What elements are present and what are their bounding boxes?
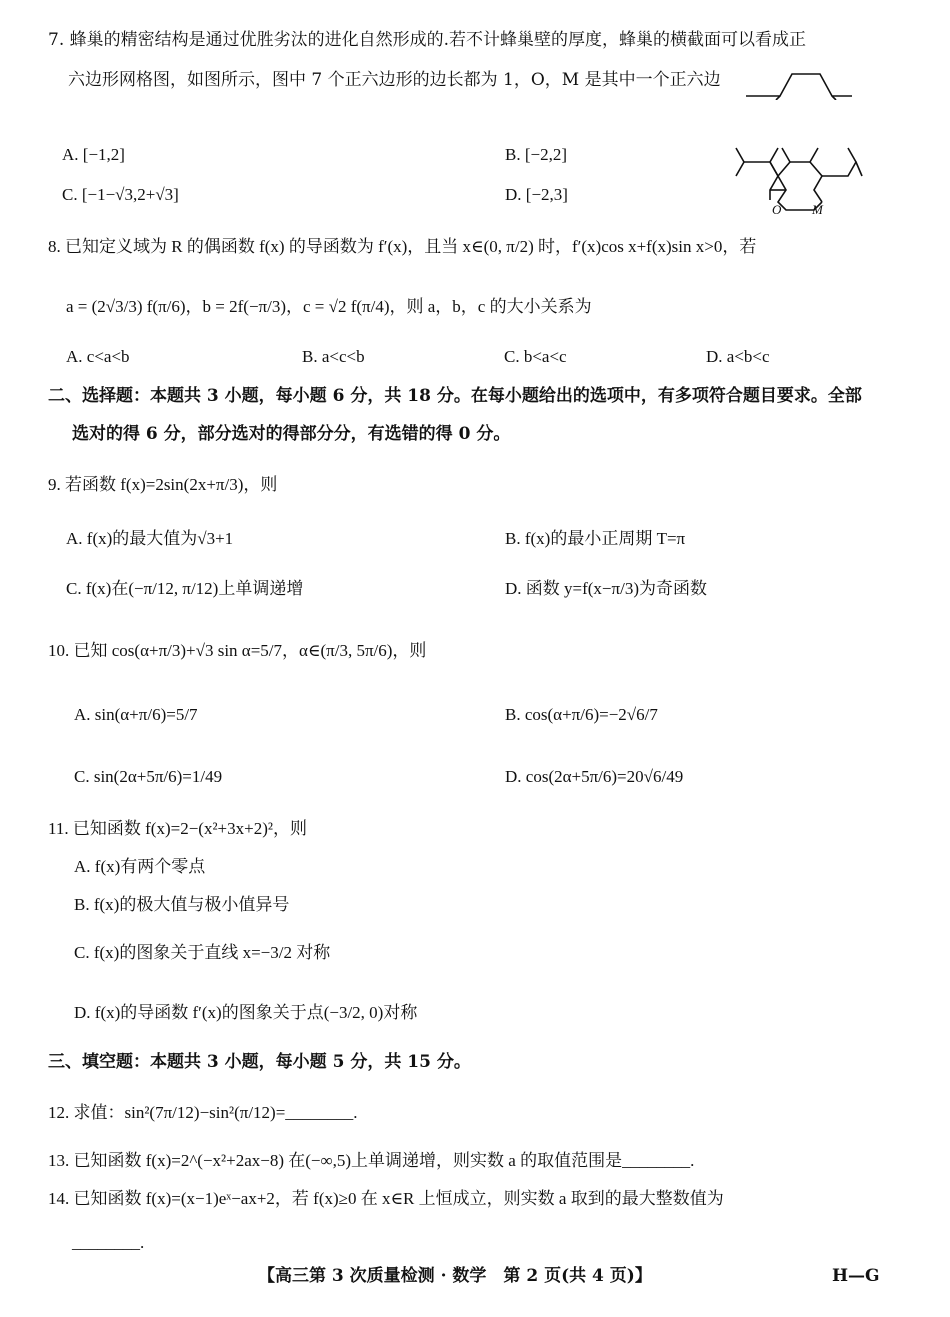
q9-option-d: D. 函数 y=f(x−π/3)为奇函数: [505, 579, 707, 598]
q11-option-c: C. f(x)的图象关于直线 x=−3/2 对称: [74, 943, 331, 962]
q7-option-a: A. [−1,2]: [62, 145, 125, 164]
q7-line1: 7. 蜂巢的精密结构是通过优胜劣汰的进化自然形成的.若不计蜂巢壁的厚度，蜂巢的横截面可以看成正: [48, 30, 807, 50]
q14-line2: ________.: [72, 1233, 145, 1252]
q11-option-a: A. f(x)有两个零点: [74, 857, 206, 876]
section3-title: 三、填空题：本题共 3 小题，每小题 5 分，共 15 分。: [48, 1052, 471, 1072]
q10-option-d: D. cos(2α+5π/6)=20√6/49: [505, 767, 684, 786]
q11-stem: 11. 已知函数 f(x)=2−(x²+3x+2)²，则: [48, 819, 307, 838]
q9-option-c: C. f(x)在(−π/12, π/12)上单调递增: [66, 579, 304, 598]
q9-option-a: A. f(x)的最大值为√3+1: [66, 529, 234, 548]
q8-line2: a = (2√3/3) f(π/6)，b = 2f(−π/3)，c = √2 f(π/4)，则 a，b，c 的大小关系为: [66, 297, 592, 316]
label-o: O: [772, 202, 782, 217]
q7-option-d: D. [−2,3]: [505, 185, 568, 204]
q7-line2: 六边形网格图，如图所示，图中 7 个正六边形的边长都为 1，O，M 是其中一个正六边: [68, 70, 721, 90]
q13-stem: 13. 已知函数 f(x)=2^(−x²+2ax−8) 在(−∞,5)上单调递增，则实数 a 的取值范围是________.: [48, 1151, 695, 1170]
q11-option-b: B. f(x)的极大值与极小值异号: [74, 895, 290, 914]
honeycomb-figure-top: [740, 66, 855, 100]
q8-option-a: A. c<a<b: [66, 347, 130, 366]
q8-line1: 8. 已知定义域为 R 的偶函数 f(x) 的导函数为 f′(x)，且当 x∈(0, π/2) 时，f′(x)cos x+f(x)sin x>0，若: [48, 237, 757, 256]
footer-page-info: 【高三第 3 次质量检测 · 数学 第 2 页(共 4 页)】: [258, 1266, 652, 1286]
section2-line2: 选对的得 6 分，部分选对的得部分分，有选错的得 0 分。: [72, 424, 511, 444]
q11-option-d: D. f(x)的导函数 f′(x)的图象关于点(−3/2, 0)对称: [74, 1003, 418, 1022]
q12-stem: 12. 求值：sin²(7π/12)−sin²(π/12)=________.: [48, 1103, 358, 1122]
q10-option-b: B. cos(α+π/6)=−2√6/7: [505, 705, 658, 724]
label-m: M: [812, 202, 823, 217]
q8-option-b: B. a<c<b: [302, 347, 365, 366]
q7-option-c: C. [−1−√3,2+√3]: [62, 185, 179, 204]
q7-option-b: B. [−2,2]: [505, 145, 567, 164]
q10-stem: 10. 已知 cos(α+π/3)+√3 sin α=5/7，α∈(π/3, 5π/6)，则: [48, 641, 427, 660]
section2-line1: 二、选择题：本题共 3 小题，每小题 6 分，共 18 分。在每小题给出的选项中，有多项符合题目要求。全部: [48, 386, 862, 406]
q8-option-c: C. b<a<c: [504, 347, 567, 366]
honeycomb-figure-bottom: [730, 140, 870, 218]
q10-option-c: C. sin(2α+5π/6)=1/49: [74, 767, 223, 786]
q10-option-a: A. sin(α+π/6)=5/7: [74, 705, 198, 724]
q9-option-b: B. f(x)的最小正周期 T=π: [505, 529, 686, 548]
q9-stem: 9. 若函数 f(x)=2sin(2x+π/3)，则: [48, 475, 278, 494]
q14-line1: 14. 已知函数 f(x)=(x−1)eˣ−ax+2，若 f(x)≥0 在 x∈R 上恒成立，则实数 a 取到的最大整数值为: [48, 1189, 724, 1208]
footer-code: H—G: [832, 1266, 880, 1286]
q8-option-d: D. a<b<c: [706, 347, 770, 366]
